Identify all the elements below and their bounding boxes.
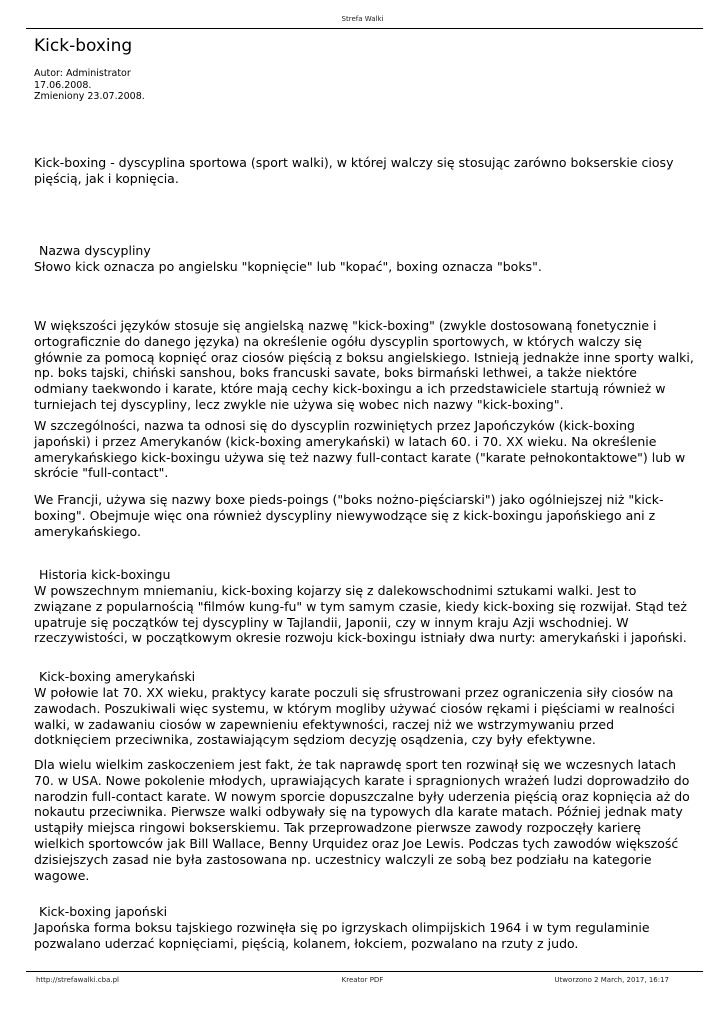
section-heading-amerykanski: Kick-boxing amerykański [39, 669, 196, 684]
footer-created: Utworzono 2 March, 2017, 16:17 [554, 976, 669, 984]
paragraph: We Francji, używa się nazwy boxe pieds-poings ("boks nożno-pięściarski") jako ogólniejszej niż "kick-boxing". Obejmuje więc ona również dyscypliny niewywodzące się z kick-boxingu japońskiego ani z amerykańskiego. [34, 492, 664, 539]
section-heading-japonski: Kick-boxing japoński [39, 904, 168, 919]
footer-url[interactable]: http://strefawalki.cba.pl [36, 976, 119, 984]
footer-rule [26, 971, 703, 972]
article-title: Kick-boxing [34, 36, 133, 56]
meta-modified: Zmieniony 23.07.2008. [34, 91, 145, 102]
paragraph: Japońska forma boksu tajskiego rozwinęła się po igrzyskach olimpijskich 1964 i w tym regulaminie pozwalano uderzać kopnięciami, pięścią, kolanem, łokciem, pozwalano na rzuty z judo. [34, 920, 650, 951]
page-header: Strefa Walki [341, 15, 384, 23]
section-heading-nazwa: Nazwa dyscypliny [39, 243, 151, 258]
footer-generator: Kreator PDF [341, 976, 384, 984]
header-rule [26, 28, 703, 29]
meta-created: 17.06.2008. [34, 79, 92, 91]
paragraph: W połowie lat 70. XX wieku, praktycy karate poczuli się sfrustrowani przez ograniczenia siły ciosów na zawodach. Poszukiwali więc systemu, w którym mogliby używać ciosów rękami i pięściami w realności walki, w zadawaniu ciosów w zapewnieniu efektywności, raczej niż we wstrzymywaniu przed dotknięciem przeciwnika, zostawiającym sędziom decyzję osądzenia, czy były efektywne. [34, 685, 675, 748]
article-meta [34, 68, 145, 103]
paragraph: Dla wielu wielkim zaskoczeniem jest fakt, że tak naprawdę sport ten rozwinął się we wczesnych latach 70. w USA. Nowe pokolenie młodych, uprawiających karate i spragnionych wrażeń ludzi doprowadziło do narodzin full-contact karate. W nowym sporcie dopuszczalne były uderzenia pięścią oraz kopnięcia aż do nokautu przeciwnika. Pierwsze walki odbywały się na typowych dla karate matach. Później jednak maty ustąpiły miejsca ringowi bokserskiemu. Tak przeprowadzone pierwsze zawody rozpoczęły karierę wielkich sportowców jak Bill Wallace, Benny Urquidez oraz Joe Lewis. Podczas tych zawodów większość dzisiejszych zasad nie była zastosowana np. uczestnicy walczyli ze sobą bez podziału na kategorie wagowe. [34, 757, 690, 883]
paragraph: W szczególności, nazwa ta odnosi się do dyscyplin rozwiniętych przez Japończyków (kick-boxing japoński) i przez Amerykanów (kick-boxing amerykański) w latach 60. i 70. XX wieku. Na określenie amerykańskiego kick-boxingu używa się też nazwy full-contact karate ("karate pełnokontaktowe") lub w skrócie "full-contact". [34, 418, 686, 481]
meta-author: Autor: Administrator [34, 68, 131, 79]
paragraph: Słowo kick oznacza po angielsku "kopnięcie" lub "kopać", boxing oznacza "boks". [34, 259, 542, 274]
intro-paragraph: Kick-boxing - dyscyplina sportowa (sport walki), w której walczy się stosując zarówno bokserskie ciosy pięścią, jak i kopnięcia. [34, 155, 674, 186]
paragraph: W większości języków stosuje się angielską nazwę "kick-boxing" (zwykle dostosowaną fonetycznie i ortograficznie do danego języka) na określenie ogółu dyscyplin sportowych, w których walczy się głównie za pomocą kopnięć oraz ciosów pięścią z boksu angielskiego. Istnieją jednakże inne sporty walki, np. boks tajski, chiński sanshou, boks francuski savate, boks birmański lethwei, a także niektóre odmiany taekwondo i karate, które mają cechy kick-boxingu a ich przedstawiciele startują również w turniejach tej dyscypliny, lecz zwykle nie używa się wobec nich nazwy "kick-boxing". [34, 318, 694, 412]
section-heading-historia: Historia kick-boxingu [39, 567, 171, 582]
paragraph: W powszechnym mniemaniu, kick-boxing kojarzy się z dalekowschodnimi sztukami walki. Jest to związane z popularnością "filmów kung-fu" w tym samym czasie, kiedy kick-boxing się rozwijał. Stąd też upatruje się początków tej dyscypliny w Tajlandii, Japonii, czy w innym kraju Azji wschodniej. W rzeczywistości, w początkowym okresie rozwoju kick-boxingu istniały dwa nurty: amerykański i japoński. [34, 583, 687, 646]
